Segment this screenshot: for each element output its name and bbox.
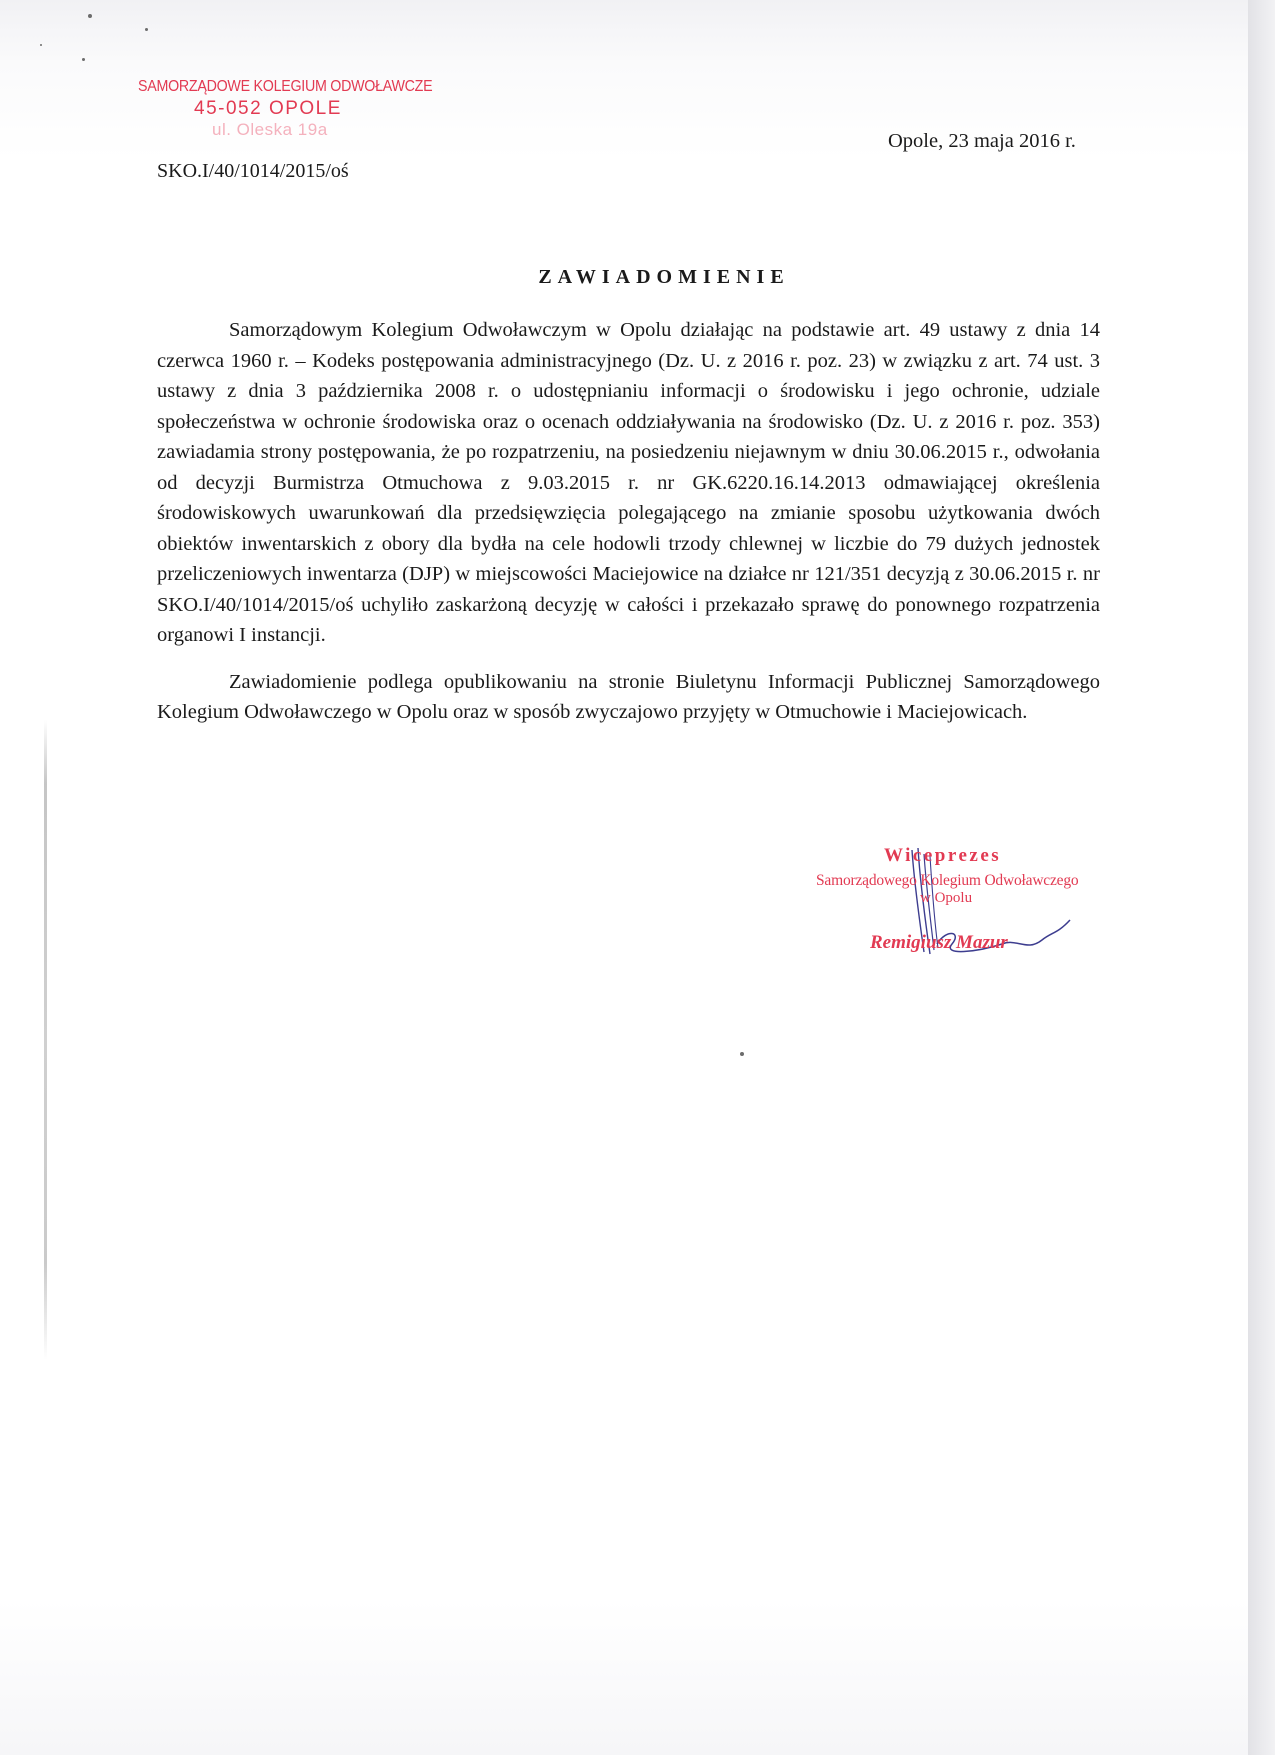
sender-stamp bbox=[138, 78, 433, 140]
scan-speck bbox=[145, 28, 148, 31]
signatory-title: Wiceprezes bbox=[884, 845, 1002, 866]
scan-binder-mark bbox=[44, 720, 47, 1360]
stamp-postal-city: 45-052 OPOLE bbox=[194, 98, 342, 119]
document-body bbox=[157, 315, 1100, 728]
scan-speck bbox=[82, 58, 85, 61]
signature-stamp bbox=[812, 840, 1112, 970]
scan-speck bbox=[88, 14, 92, 18]
signatory-organization: Samorządowego Kolegium Odwoławczego bbox=[816, 872, 1079, 889]
stamp-organization: SAMORZĄDOWE KOLEGIUM ODWOŁAWCZE bbox=[138, 78, 433, 95]
body-paragraph: Zawiadomienie podlega opublikowaniu na stronie Biuletynu Informacji Publicznej Samorządowego Kolegium Odwoławczego w Opolu oraz w sposób zwyczajowo przyjęty w Otmuchowie i Maciejowicach. bbox=[157, 670, 1100, 723]
stamp-street: ul. Oleska 19a bbox=[212, 120, 328, 139]
signatory-name: Remigiusz Mazur bbox=[870, 932, 1008, 953]
document-title: ZAWIADOMIENIE bbox=[538, 266, 790, 288]
scan-edge bbox=[1248, 0, 1275, 1755]
case-reference: SKO.I/40/1014/2015/oś bbox=[157, 160, 349, 182]
scan-speck bbox=[740, 1052, 744, 1056]
scan-speck bbox=[40, 44, 42, 46]
signatory-city: w Opolu bbox=[920, 890, 973, 906]
body-paragraph: Samorządowym Kolegium Odwoławczym w Opolu działając na podstawie art. 49 ustawy z dnia 14 czerwca 1960 r. – Kodeks postępowania administracyjnego (Dz. U. z 2016 r. poz. 23) w związku z art. 74 ust. 3 ustawy z dnia 3 października 2008 r. o udostępnianiu informacji o środowisku i jego ochronie, udziale społeczeństwa w ochronie środowiska oraz o ocenach oddziaływania na środowisko (Dz. U. z 2016 r. poz. 353) zawiadamia strony postępowania, że po rozpatrzeniu, na posiedzeniu niejawnym w dniu 30.06.2015 r., odwołania od decyzji Burmistrza Otmuchowa z 9.03.2015 r. nr GK.6220.16.14.2013 odmawiającej określenia środowiskowych uwarunkowań dla przedsięwzięcia polegającego na zmianie sposobu użytkowania dwóch obiektów inwentarskich z obory dla bydła na cele hodowli trzody chlewnej w liczbie do 79 dużych jednostek przeliczeniowych inwentarza (DJP) w miejscowości Maciejowice na działce nr 121/351 decyzją z 30.06.2015 r. nr SKO.I/40/1014/2015/oś uchyliło zaskarżoną decyzję w całości i przekazało sprawę do ponownego rozpatrzenia organowi I instancji. bbox=[157, 319, 1100, 646]
document-date: Opole, 23 maja 2016 r. bbox=[888, 130, 1076, 152]
document-title-row bbox=[0, 266, 1248, 289]
